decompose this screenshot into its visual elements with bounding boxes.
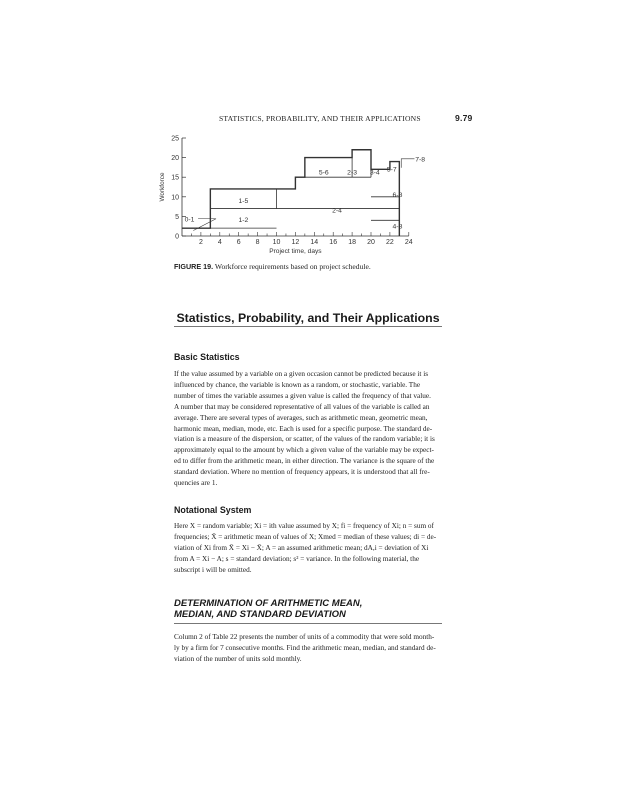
- x-tick-label: 8: [255, 239, 260, 246]
- paragraph-line: harmonic mean, median, mode, etc. Each is used for a specific purpose. The standard de-: [174, 424, 433, 433]
- leader-arrow: [401, 159, 414, 168]
- determination-divider: [174, 623, 442, 624]
- x-tick-label: 2: [198, 239, 203, 246]
- running-head-title: STATISTICS, PROBABILITY, AND THEIR APPLICATIONS: [219, 114, 421, 123]
- activity-label: 1-2: [238, 217, 249, 225]
- x-tick-label: 12: [291, 239, 300, 246]
- workforce-chart: [150, 128, 450, 258]
- x-tick-label: 18: [348, 239, 356, 246]
- y-tick-label: 5: [175, 213, 179, 221]
- activity-label: 2-4: [332, 207, 342, 215]
- paragraph-line: number of times the variable assumes a given value is called the frequency of that value.: [174, 391, 431, 400]
- y-tick-label: 15: [171, 174, 179, 182]
- activity-label: 3-4: [369, 169, 380, 177]
- section-title: Statistics, Probability, and Their Applications: [176, 311, 440, 325]
- determination-heading: [174, 598, 362, 620]
- activity-label: 6-8: [392, 191, 403, 199]
- activity-label: 5-6: [318, 169, 329, 177]
- activity-label: 5-7: [386, 166, 397, 174]
- section-divider: [174, 326, 442, 327]
- y-axis-label: Workforce: [159, 172, 166, 202]
- paragraph-line: average. There are several types of averages, such as arithmetic mean, geometric mean,: [174, 413, 428, 422]
- basic-statistics-heading: Basic Statistics: [174, 352, 240, 362]
- workforce-profile: [182, 150, 399, 236]
- x-tick-label: 4: [217, 239, 222, 246]
- x-tick-label: 10: [272, 239, 281, 246]
- determination-heading-line: MEDIAN, AND STANDARD DEVIATION: [174, 609, 346, 621]
- x-tick-label: 14: [310, 239, 319, 246]
- activity-label: 2-3: [347, 169, 358, 177]
- paragraph-line: Here X = random variable; Xi = ith value assumed by X; fi = frequency of Xi; n = sum of: [174, 522, 434, 530]
- paragraph-line: viation of Xi from X̄ = Xi − X̄; A = an assumed arithmetic mean; dA,i = deviation of Xi: [174, 543, 429, 552]
- activity-label: 7-8: [415, 156, 426, 164]
- figure-label: FIGURE 19.: [174, 262, 214, 271]
- x-tick-label: 6: [236, 239, 241, 246]
- paragraph-line: standard deviation. Where no mention of frequency appears, it is understood that all fre-: [174, 468, 430, 477]
- paragraph-line: A number that may be considered representative of all values of the variable is called an: [174, 402, 430, 411]
- activity-label: 0-1: [184, 216, 195, 224]
- notational-system-heading: Notational System: [174, 505, 252, 515]
- figure-caption-text: Workforce requirements based on project schedule.: [214, 262, 371, 271]
- x-tick-label: 16: [329, 239, 338, 246]
- paragraph-line: from A = Xi − A; s = standard deviation; s² = variance. In the following material, the: [174, 554, 420, 563]
- x-axis-label: Project time, days: [269, 248, 322, 255]
- activity-label: 4-8: [392, 223, 403, 231]
- x-tick-label: 20: [367, 239, 375, 246]
- paragraph-line: viation of the number of units sold monthly.: [174, 654, 302, 663]
- y-tick-label: 20: [171, 155, 179, 163]
- x-tick-label: 24: [404, 239, 413, 246]
- paragraph-line: viation is a measure of the dispersion, or scatter, of the values of the random variable; it is: [174, 435, 435, 444]
- page-number: 9.79: [455, 113, 473, 123]
- y-tick-label: 25: [171, 135, 179, 143]
- notational-system-paragraph: [174, 521, 442, 576]
- paragraph-line: frequencies; X̄ = arithmetic mean of values of X; Xmed = median of these values; di = de-: [174, 532, 437, 541]
- y-tick-label: 0: [175, 233, 179, 241]
- paragraph-line: ly by a firm for 7 consecutive months. Find the arithmetic mean, median, and standard de-: [174, 643, 436, 652]
- determination-heading-line: DETERMINATION OF ARITHMETIC MEAN,: [174, 598, 363, 609]
- paragraph-line: If the value assumed by a variable on a given occasion cannot be predicted because it is: [174, 370, 429, 378]
- x-tick-label: 22: [386, 239, 394, 246]
- paragraph-line: influenced by chance, the variable is known as a random, or stochastic, variable. The: [174, 380, 421, 389]
- paragraph-line: quencies are 1.: [174, 479, 218, 488]
- y-tick-label: 10: [171, 194, 179, 202]
- paragraph-line: approximately equal to the amount by which a given value of the variable may be expect-: [174, 446, 434, 455]
- basic-statistics-paragraph: [174, 369, 442, 489]
- paragraph-line: subscript i will be omitted.: [174, 565, 252, 574]
- activity-label: 1-5: [238, 198, 249, 206]
- determination-paragraph: [174, 632, 442, 665]
- paragraph-line: ed to differ from the arithmetic mean, in either direction. The variance is the square of the: [174, 457, 435, 466]
- figure-caption: [174, 262, 371, 271]
- paragraph-line: Column 2 of Table 22 presents the number of units of a commodity that were sold month-: [174, 633, 435, 641]
